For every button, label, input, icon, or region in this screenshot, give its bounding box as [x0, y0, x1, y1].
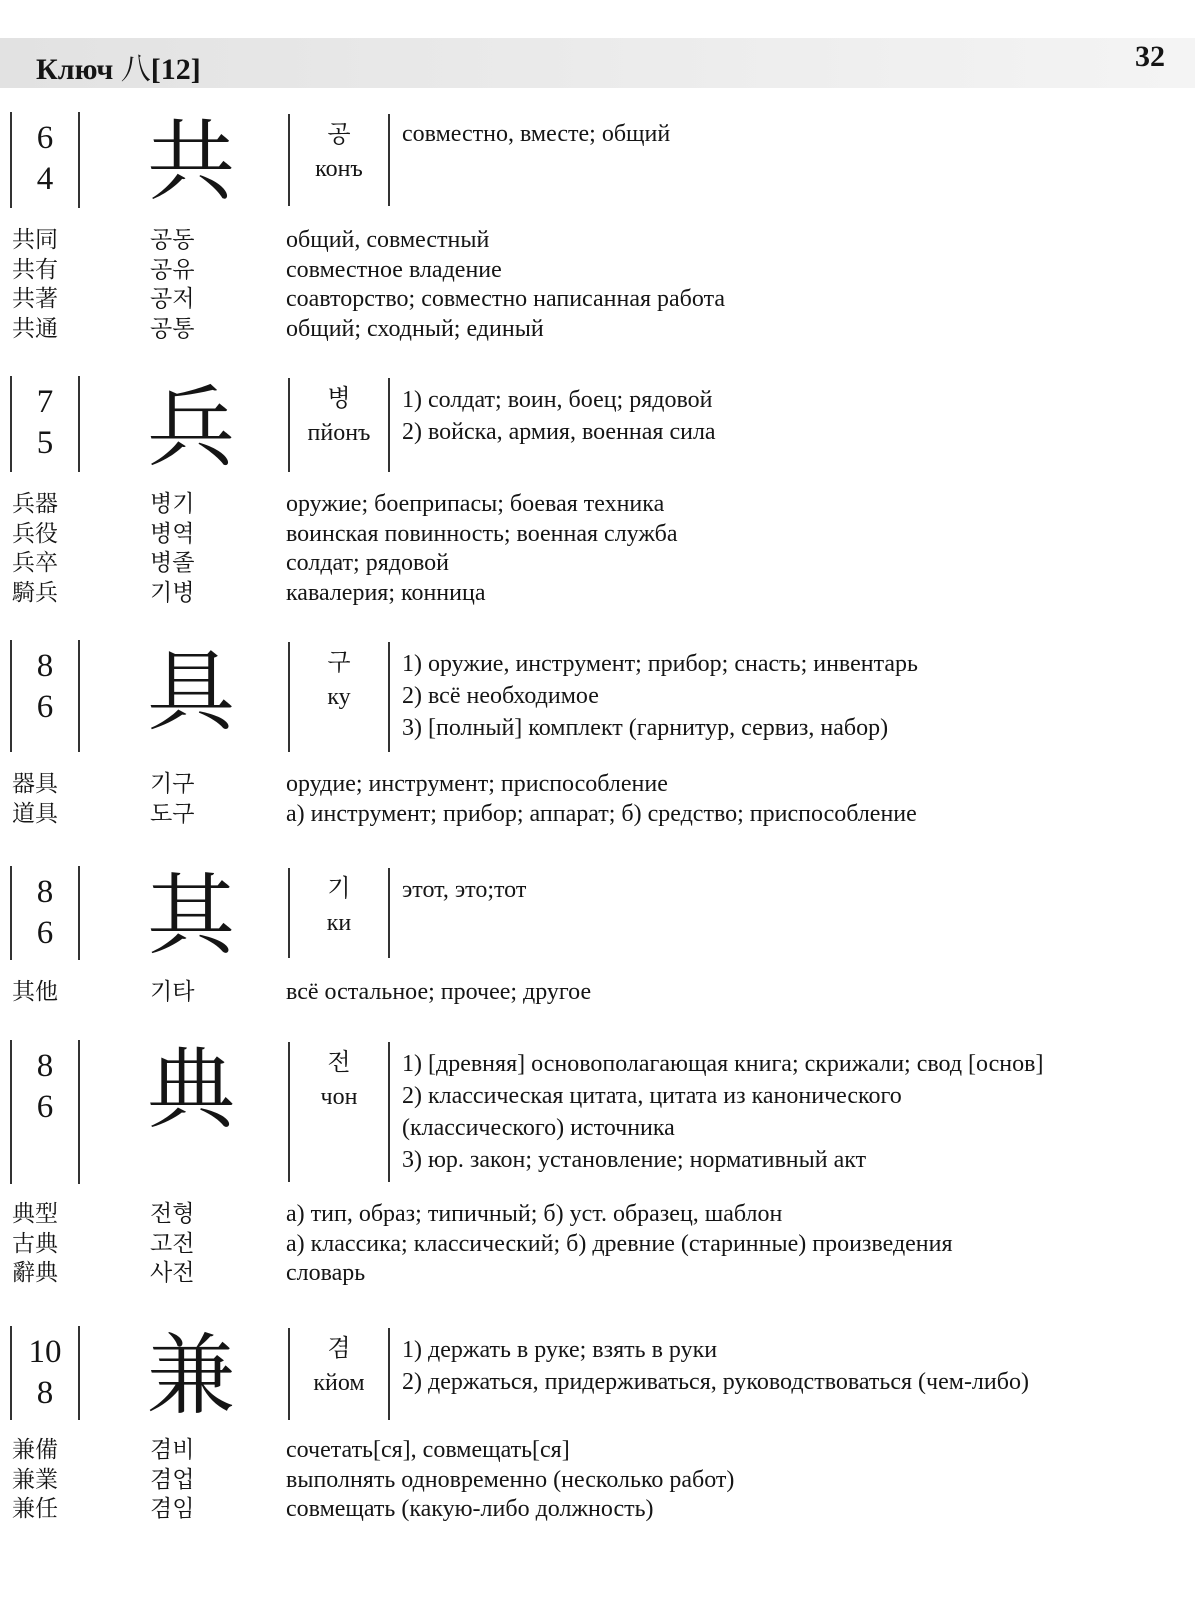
compound-hanja: 古典 [12, 1230, 58, 1257]
strokes-extra: 6 [36, 689, 54, 725]
strokes-extra: 4 [36, 161, 54, 197]
reading-cyrillic: кйом [313, 1370, 365, 1396]
reading-hangul: 병 [327, 386, 351, 412]
compound-meaning: общий, совместный [286, 227, 490, 253]
head-character: 兼 [146, 1324, 235, 1427]
page-header [0, 38, 1195, 88]
head-character: 其 [146, 864, 235, 967]
compound-meaning: кавалерия; конница [286, 579, 486, 606]
strokes-total: 8 [36, 648, 54, 684]
meaning-line: 3) [полный] комплект (гарнитур, сервиз, набор) [402, 715, 889, 741]
reading-cyrillic: ку [327, 684, 351, 710]
reading-hangul: 공 [327, 122, 351, 148]
stroke-count [10, 1040, 80, 1184]
reading-hangul: 구 [327, 650, 351, 676]
compound-row [0, 285, 1195, 315]
meaning-line: 2) держаться, придерживаться, руководствоваться (чем-либо) [402, 1369, 1029, 1395]
compound-meaning: воинская повинность; военная служба [286, 520, 678, 547]
stroke-count [10, 112, 80, 208]
compound-hanja: 道具 [12, 800, 58, 827]
compound-meaning: совмещать (какую-либо должность) [286, 1496, 654, 1522]
compound-hangul: 공저 [150, 286, 195, 312]
compound-hangul: 병역 [150, 520, 195, 547]
meaning-line: 2) классическая цитата, цитата из канонического [402, 1083, 902, 1109]
compound-hangul: 기구 [150, 771, 195, 797]
compound-hanja: 兼業 [12, 1466, 58, 1493]
compound-meaning: выполнять одновременно (несколько работ) [286, 1466, 735, 1493]
reading [288, 378, 390, 472]
strokes-total: 8 [36, 874, 54, 910]
meaning-line: этот, это;тот [402, 877, 527, 903]
meaning-line: 2) войска, армия, военная сила [402, 419, 716, 445]
meaning-line: 1) держать в руке; взять в руки [402, 1337, 718, 1363]
compound-row [0, 549, 1195, 579]
compound-meaning: соавторство; совместно написанная работа [286, 286, 726, 312]
compound-hanja: 共著 [12, 286, 58, 312]
compound-row [0, 978, 1195, 1008]
compound-list [0, 978, 1195, 1008]
radical-number: [12] [150, 53, 201, 86]
meaning-line: 1) оружие, инструмент; прибор; снасть; инвентарь [402, 651, 918, 677]
meaning-line: 2) всё необходимое [402, 683, 599, 709]
compound-meaning: совместное владение [286, 256, 502, 283]
compound-hangul: 겸업 [150, 1466, 195, 1493]
compound-hanja: 兵器 [12, 491, 58, 517]
reading-cyrillic: чон [320, 1084, 358, 1110]
reading-hangul: 전 [327, 1050, 351, 1076]
compound-list [0, 770, 1195, 829]
stroke-count [10, 376, 80, 472]
compound-hanja: 典型 [12, 1201, 58, 1227]
page-number: 32 [1135, 40, 1165, 73]
compound-row [0, 1495, 1195, 1525]
strokes-extra: 5 [36, 425, 54, 461]
compound-hanja: 兼任 [12, 1496, 58, 1522]
reading-hangul: 겸 [327, 1336, 351, 1362]
reading-cyrillic: пйонъ [307, 420, 371, 446]
strokes-extra: 6 [36, 915, 54, 951]
compound-hangul: 겸임 [150, 1496, 195, 1522]
compound-row [0, 520, 1195, 550]
compound-hanja: 兼備 [12, 1437, 58, 1463]
compound-hangul: 기병 [150, 579, 195, 606]
compound-row [0, 1436, 1195, 1466]
compound-hanja: 其他 [12, 979, 58, 1005]
head-character: 具 [146, 640, 235, 743]
compound-row [0, 800, 1195, 830]
compound-list [0, 490, 1195, 608]
compound-row [0, 1466, 1195, 1496]
radical-char: 八 [120, 53, 151, 86]
compound-row [0, 1230, 1195, 1260]
strokes-total: 7 [36, 384, 54, 420]
stroke-count [10, 640, 80, 752]
compound-hanja: 共通 [12, 315, 58, 342]
meaning-line: 3) юр. закон; установление; нормативный акт [402, 1147, 867, 1173]
reading [288, 114, 390, 206]
compound-list [0, 226, 1195, 344]
reading-hangul: 기 [327, 876, 351, 902]
meaning-line: 1) солдат; воин, боец; рядовой [402, 387, 713, 413]
strokes-total: 10 [28, 1334, 62, 1370]
compound-hangul: 사전 [150, 1260, 195, 1286]
compound-hangul: 도구 [150, 800, 195, 827]
compound-hanja: 共有 [12, 256, 58, 283]
radical-title [36, 44, 201, 88]
compound-row [0, 490, 1195, 520]
strokes-total: 6 [36, 120, 54, 156]
meanings [402, 1330, 1192, 1398]
reading-cyrillic: ки [326, 910, 352, 936]
compound-meaning: сочетать[ся], совмещать[ся] [286, 1437, 570, 1463]
compound-meaning: а) классика; классический; б) древние (старинные) произведения [286, 1230, 953, 1257]
compound-meaning: а) тип, образ; типичный; б) уст. образец, шаблон [286, 1201, 783, 1227]
compound-hangul: 고전 [150, 1230, 195, 1257]
compound-hanja: 兵役 [12, 520, 58, 547]
compound-hangul: 겸비 [150, 1437, 195, 1463]
compound-hangul: 공동 [150, 227, 195, 253]
compound-row [0, 315, 1195, 345]
strokes-extra: 8 [36, 1375, 54, 1411]
reading [288, 868, 390, 958]
compound-meaning: солдат; рядовой [286, 550, 449, 576]
compound-hangul: 병졸 [150, 550, 195, 576]
meanings [402, 644, 1192, 744]
compound-hanja: 騎兵 [12, 579, 58, 606]
compound-row [0, 1259, 1195, 1289]
head-character: 共 [146, 110, 235, 213]
compound-meaning: орудие; инструмент; приспособление [286, 771, 668, 797]
compound-hangul: 공유 [150, 256, 195, 283]
compound-meaning: оружие; боеприпасы; боевая техника [286, 491, 665, 517]
reading [288, 1042, 390, 1182]
compound-row [0, 226, 1195, 256]
compound-meaning: словарь [286, 1260, 366, 1286]
compound-row [0, 256, 1195, 286]
strokes-total: 8 [36, 1048, 54, 1084]
stroke-count [10, 866, 80, 960]
stroke-count [10, 1326, 80, 1420]
reading [288, 642, 390, 752]
head-character: 兵 [146, 376, 235, 479]
compound-row [0, 1200, 1195, 1230]
compound-list [0, 1200, 1195, 1289]
compound-row [0, 579, 1195, 609]
meanings [402, 870, 1192, 906]
meaning-line: совместно, вместе; общий [402, 121, 671, 147]
radical-label: Ключ [36, 53, 114, 86]
strokes-extra: 6 [36, 1089, 54, 1125]
meanings [402, 380, 1192, 448]
meanings [402, 114, 1192, 150]
compound-list [0, 1436, 1195, 1525]
compound-hangul: 병기 [150, 491, 195, 517]
reading-cyrillic: конъ [315, 156, 363, 182]
compound-meaning: а) инструмент; прибор; аппарат; б) средство; приспособление [286, 800, 917, 827]
compound-row [0, 770, 1195, 800]
reading [288, 1328, 390, 1420]
compound-meaning: общий; сходный; единый [286, 315, 544, 342]
compound-hanja: 辭典 [12, 1260, 58, 1286]
head-character: 典 [146, 1038, 235, 1141]
compound-hangul: 공통 [150, 315, 195, 342]
compound-hanja: 器具 [12, 771, 58, 797]
meanings [402, 1044, 1192, 1176]
compound-hangul: 기타 [150, 979, 195, 1005]
compound-hanja: 兵卒 [12, 550, 58, 576]
compound-meaning: всё остальное; прочее; другое [286, 979, 592, 1005]
compound-hangul: 전형 [150, 1201, 195, 1227]
meaning-line: 1) [древняя] основополагающая книга; скрижали; свод [основ] [402, 1051, 1044, 1077]
compound-hanja: 共同 [12, 227, 58, 253]
meaning-line: (классического) источника [402, 1115, 675, 1141]
